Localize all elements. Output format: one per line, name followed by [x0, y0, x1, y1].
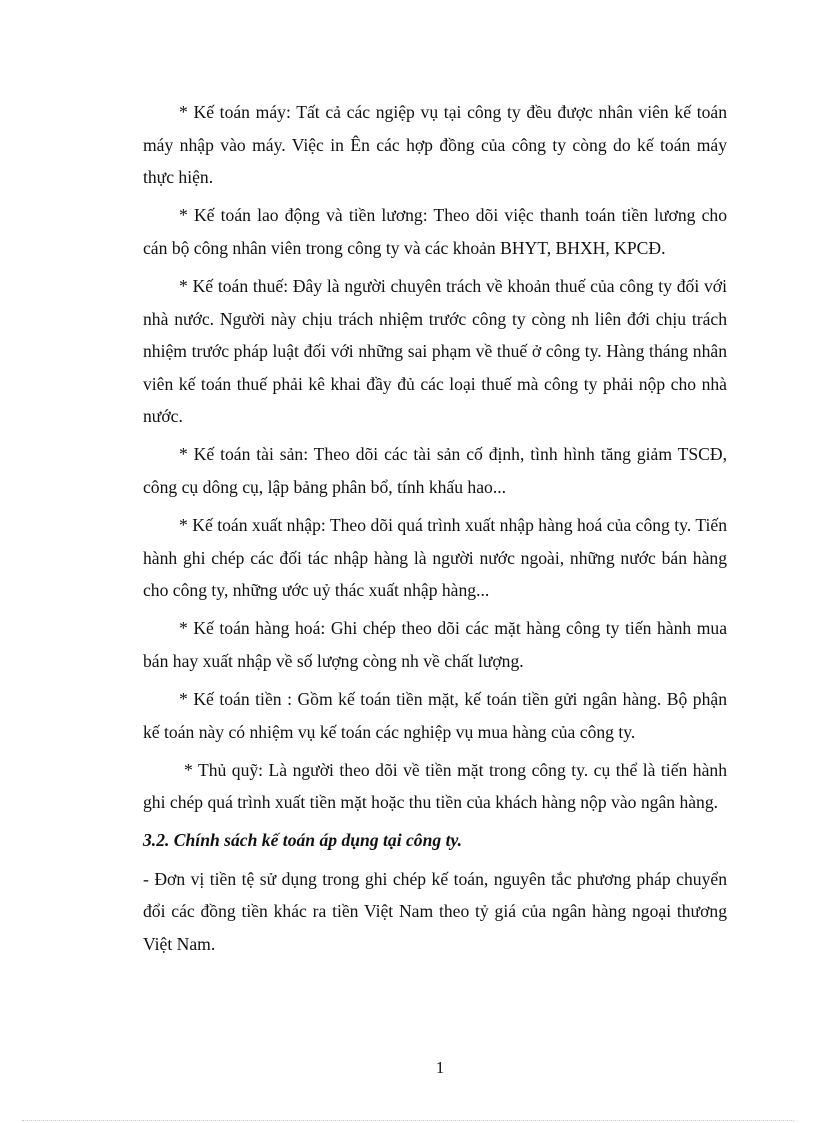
paragraph-thu-quy: * Thủ quỹ: Là người theo dõi về tiền mặt trong công ty. cụ thể là tiến hành ghi chép quá trình xuất tiền mặt hoặc thu tiền của khách hàng nộp vào ngân hàng. [143, 759, 727, 813]
paragraph-ke-toan-hang-hoa: * Kế toán hàng hoá: Ghi chép theo dõi các mặt hàng công ty tiến hành mua bán hay xuất nhập về số lượng còng nh về chất lượng. [143, 618, 727, 671]
page-bottom-edge [22, 1120, 794, 1121]
paragraph-ke-toan-lao-dong-tien-luong: * Kế toán lao động và tiền lương: Theo dõi việc thanh toán tiền lương cho cán bộ công nhân viên trong công ty và các khoản BHYT, BHXH, KPCĐ. [143, 205, 727, 258]
page-number: 1 [435, 1058, 445, 1077]
paragraph-ke-toan-xuat-nhap: * Kế toán xuất nhập: Theo dõi quá trình xuất nhập hàng hoá của công ty. Tiến hành ghi chép các đối tác nhập hàng là người nước ngoài, những nước bán hàng cho công ty, những ước uỷ thác xuất nhập hàng... [143, 515, 727, 601]
paragraph-ke-toan-may: * Kế toán máy: Tất cả các ngiệp vụ tại công ty đều được nhân viên kế toán máy nhập vào máy. Việc in Ên các hợp đồng của công ty còng do kế toán máy thực hiện. [143, 102, 727, 188]
section-heading: 3.2. Chính sách kế toán áp dụng tại công ty. [143, 830, 463, 851]
paragraph-ke-toan-tai-san: * Kế toán tài sản: Theo dõi các tài sản cố định, tình hình tăng giảm TSCĐ, công cụ dông cụ, lập bảng phân bổ, tính khấu hao... [143, 444, 727, 498]
paragraph-ke-toan-thue: * Kế toán thuế: Đây là người chuyên trách về khoản thuế của công ty đối với nhà nước. Người này chịu trách nhiệm trước công ty còng nh liên đới chịu trách nhiệm trước pháp luật đối với những sai phạm về thuế ở công ty. Hàng tháng nhân viên kế toán thuế phải kê khai đầy đủ các loại thuế mà công ty phải nộp cho nhà nước. [143, 275, 727, 427]
paragraph-don-vi-tien-te: - Đơn vị tiền tệ sử dụng trong ghi chép kế toán, nguyên tắc phương pháp chuyển đổi các đồng tiền khác ra tiền Việt Nam theo tỷ giá của ngân hàng ngoại thương Việt Nam. [143, 868, 727, 954]
paragraph-ke-toan-tien: * Kế toán tiền : Gồm kế toán tiền mặt, kế toán tiền gửi ngân hàng. Bộ phận kế toán này có nhiệm vụ kế toán các nghiệp vụ mua hàng của công ty. [143, 689, 727, 742]
page-body [143, 96, 727, 966]
